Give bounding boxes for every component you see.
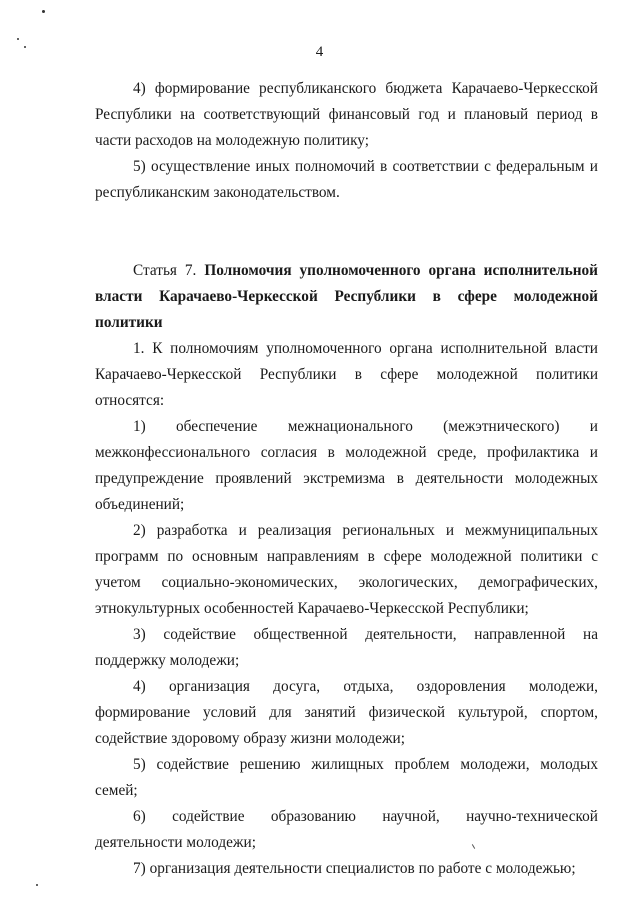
list-item: 4) формирование республиканского бюджета Карачаево-Черкесской Республики на соответствующий финансовый год и плановый период в части расходов на молодежную политику;	[95, 80, 598, 149]
list-item: 4) организация досуга, отдыха, оздоровления молодежи, формирование условий для занятий физической культурой, спортом, содействие здоровому образу жизни молодежи;	[95, 678, 598, 747]
page-number: 4	[315, 44, 324, 60]
list-item: 5) содействие решению жилищных проблем молодежи, молодых семей;	[95, 756, 598, 799]
list-item: 2) разработка и реализация региональных и межмуниципальных программ по основным направлениям в сфере молодежной политики с учетом социально-экономических, экологических, демографических, этнокультурных особенностей Карачаево-Черкесской Республики;	[95, 522, 598, 617]
spacer	[95, 206, 598, 232]
list-item: 1) обеспечение межнационального (межэтнического) и межконфессионального согласия в молодежной среде, профилактика и предупреждение проявлений экстремизма в деятельности молодежных объединений;	[95, 418, 598, 513]
article-prefix: Статья 7.	[133, 262, 197, 279]
document-body	[95, 76, 598, 882]
scan-speck	[42, 10, 45, 13]
scan-speck	[17, 38, 19, 40]
scan-speck	[36, 884, 38, 886]
article-heading	[95, 258, 598, 336]
list-item: 6) содействие образованию научной, научно-технической деятельности молодежи;	[95, 808, 598, 851]
article-title: Полномочия уполномоченного органа исполнительной власти Карачаево-Черкесской Республики в сфере молодежной политики	[95, 262, 598, 331]
list-item: 5) осуществление иных полномочий в соответствии с федеральным и республиканским законодательством.	[95, 158, 598, 201]
list-item: 3) содействие общественной деятельности, направленной на поддержку молодежи;	[95, 626, 598, 669]
list-item: 7) организация деятельности специалистов по работе с молодежью;	[133, 860, 576, 877]
section-intro: 1. К полномочиям уполномоченного органа исполнительной власти Карачаево-Черкесской Республики в сфере молодежной политики относятся:	[95, 340, 598, 409]
